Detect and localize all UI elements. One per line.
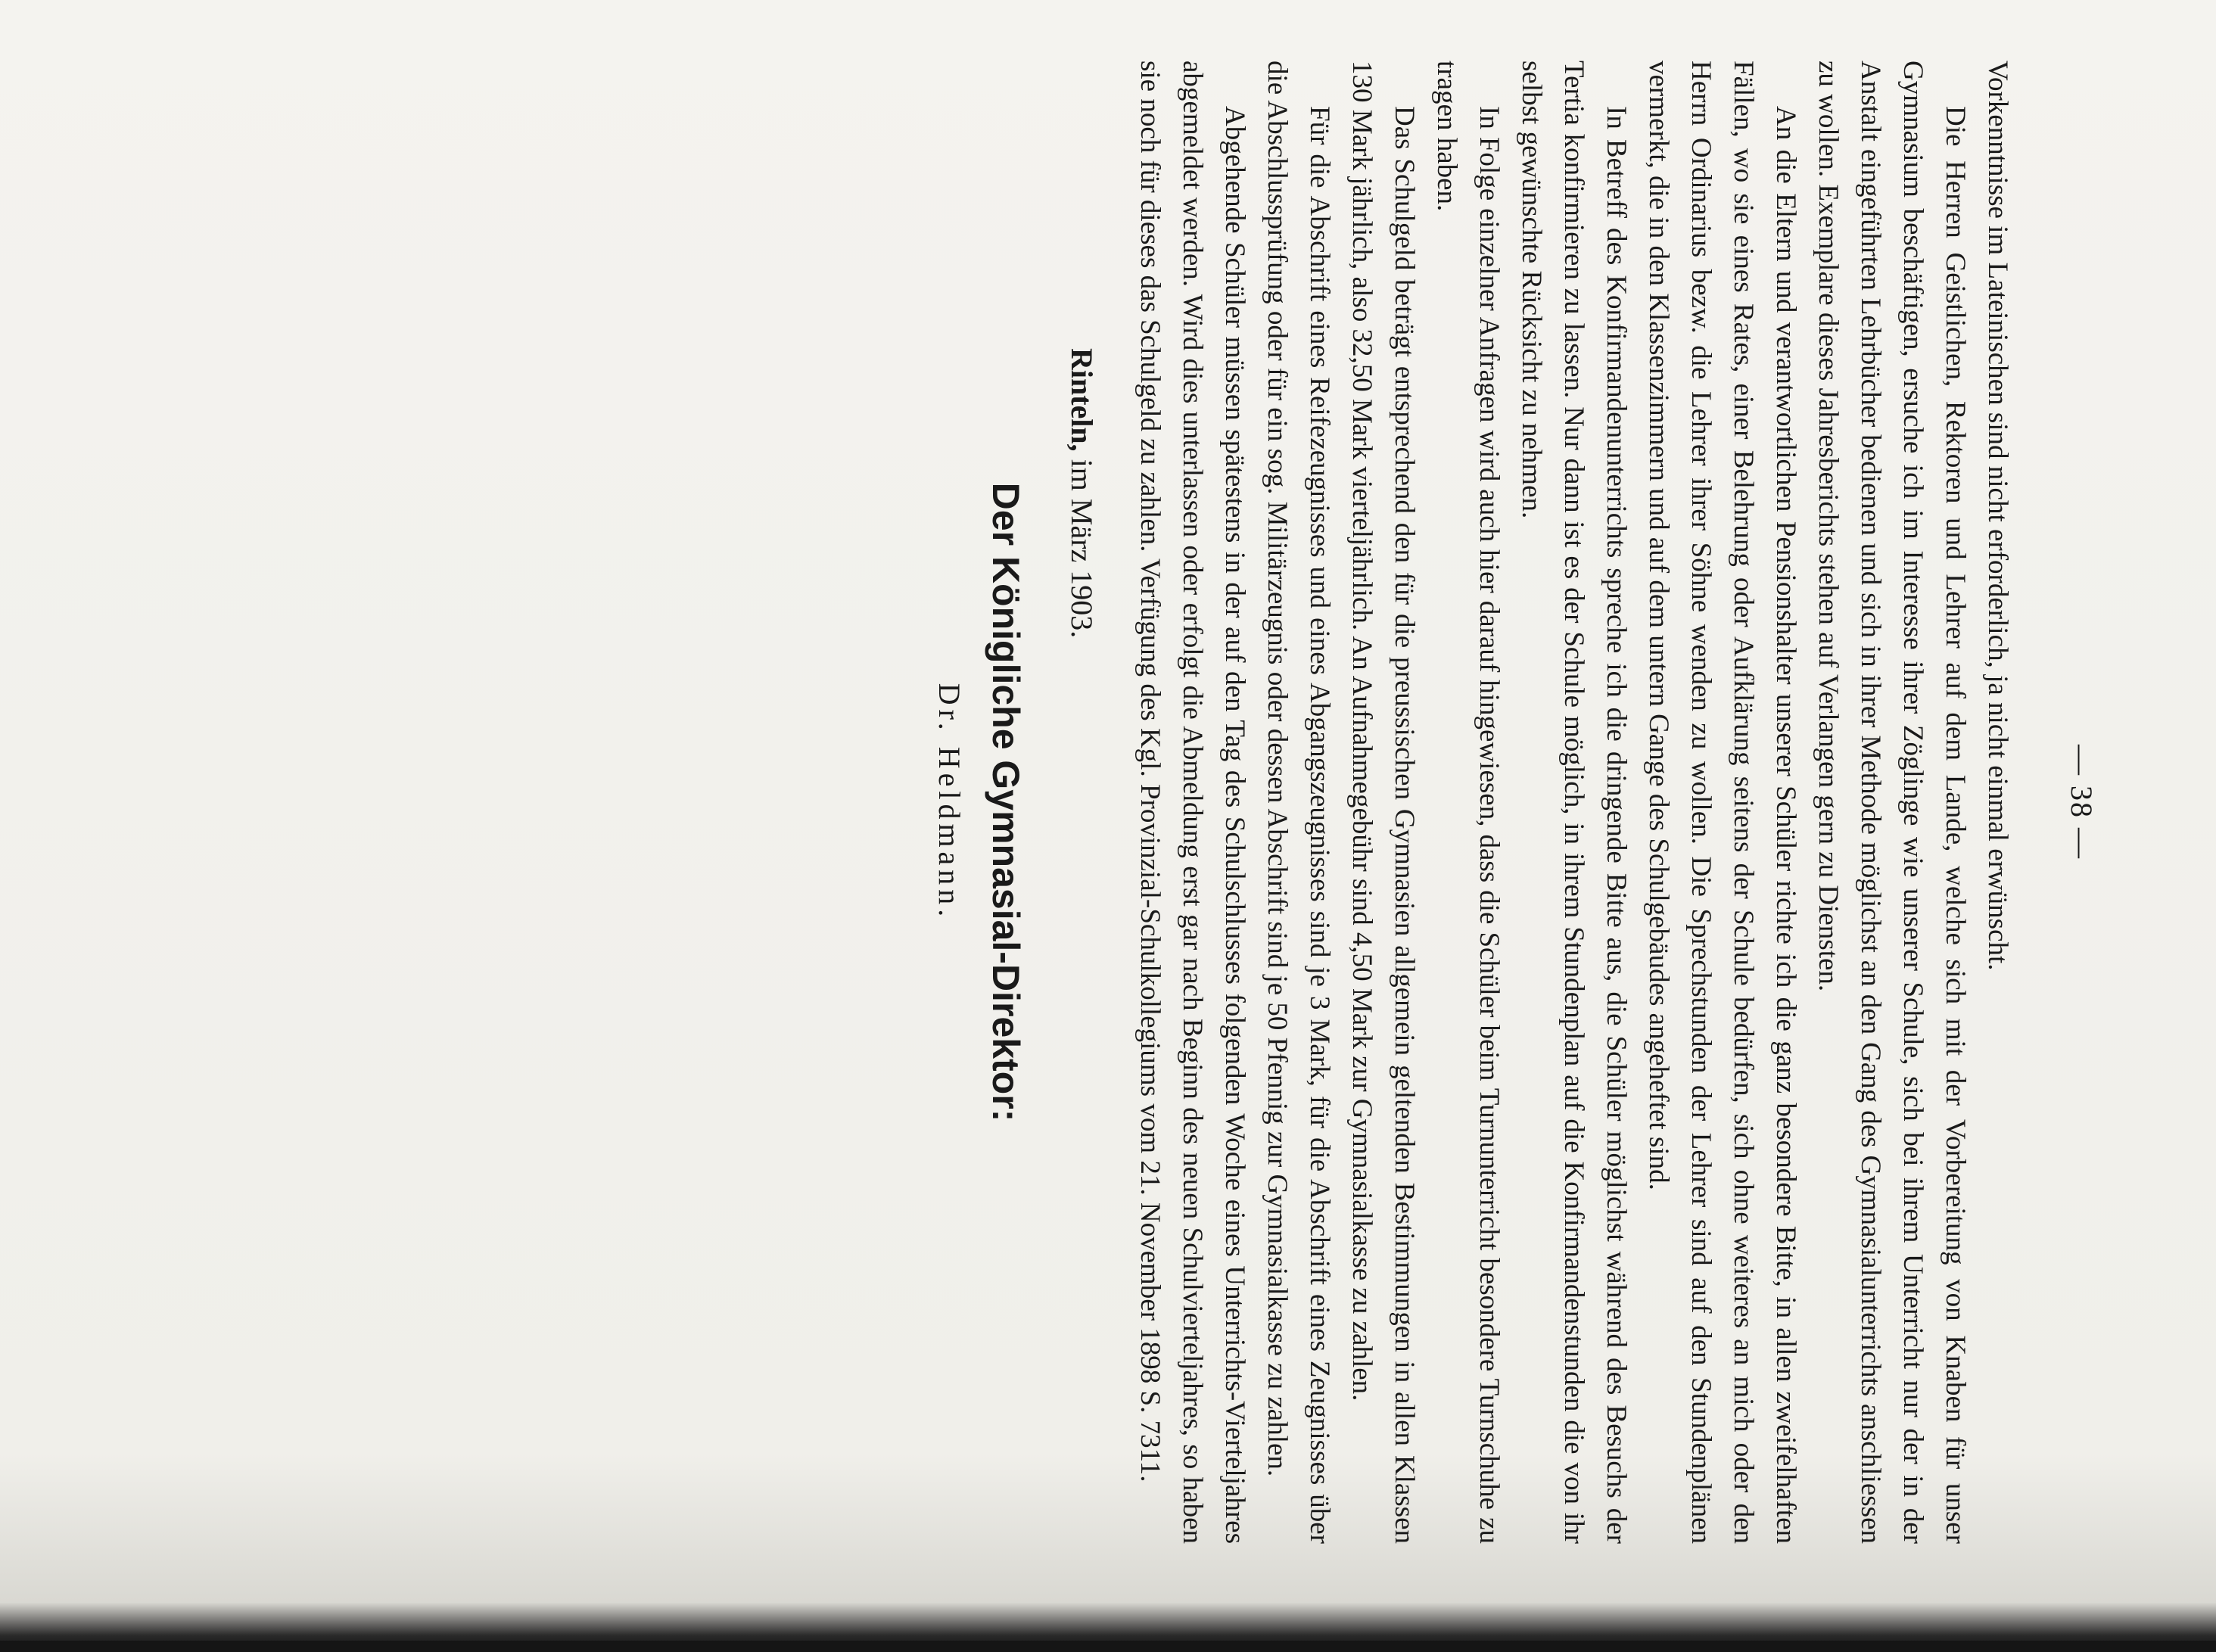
paragraph-gym-shoes: In Folge einzelner Anfragen wird auch hier darauf hingewiesen, dass die Schüler beim Turnunterricht besondere Turnschuhe zu tragen haben. bbox=[1431, 61, 1505, 1544]
paragraph-latin-requirement: Vorkenntnisse im Lateinischen sind nicht erforderlich, ja nicht einmal erwünscht. bbox=[1982, 61, 2013, 971]
date-text: im März 1903. bbox=[1065, 459, 1099, 639]
rotated-document-page bbox=[117, 61, 2099, 1544]
paragraph-confirmation-classes: In Betreff des Konfirmandenunterrichts spreche ich die dringende Bitte aus, die Schüler möglichst während des Besuchs der Tertia konfirmieren zu lassen. Nur dann ist es der Schule möglich, in ihrem Stundenplan auf die Konfirmandenstunden die von ihr selbst gewünschte Rücksicht zu nehmen. bbox=[1516, 61, 1632, 1544]
director-name: Dr. Heldmann. bbox=[932, 683, 966, 922]
signature-block bbox=[933, 61, 1100, 1544]
place-and-date bbox=[1064, 348, 1100, 638]
paragraph-certificate-copies: Für die Abschrift eines Reifezeugnisses und eines Abgangszeugnisses sind je 3 Mark, für die Abschrift eines Zeugnisses über die Abschlussprüfung oder für ein sog. Militärzeugnis oder dessen Abschrift sind je 50 Pfennig zur Gymnasialkasse zu zahlen. bbox=[1262, 61, 1335, 1544]
paragraph-parents-appeal: An die Eltern und verantwortlichen Pensionshalter unserer Schüler richte ich die ganz besondere Bitte, in allen zweifelhaften Fällen, wo sie eines Rates, einer Belehrung oder Aufklärung seitens der Schule bedürfen, sich ohne weiteres an mich oder den Herrn Ordinarius bezw. die Lehrer ihrer Söhne wenden zu wollen. Die Sprechstunden der Lehrer sind auf den Stundenplänen vermerkt, die in den Klassenzimmern und auf dem untern Gange des Schulgebäudes angeheftet sind. bbox=[1643, 61, 1801, 1544]
book-gutter-shadow bbox=[0, 1641, 2216, 1652]
paragraph-clergy-teachers: Die Herren Geistlichen, Rektoren und Lehrer auf dem Lande, welche sich mit der Vorbereitung von Knaben für unser Gymnasium beschäftigen, ersuche ich im Interesse ihrer Zöglinge wie unserer Schule, sich bei ihrem Unterricht nur der in der Anstalt eingeführten Lehrbücher bedienen und sich in ihrer Methode möglichst an den Gang des Gymnasialunterrichts anschliessen zu wollen. Exemplare dieses Jahresberichts stehen auf Verlangen gern zu Diensten. bbox=[1813, 61, 1971, 1544]
document-body bbox=[1128, 61, 2018, 1544]
place-name: Rinteln, bbox=[1065, 348, 1099, 452]
page-number: — 38 — bbox=[2065, 745, 2099, 860]
director-title: Der Königliche Gymnasial-Direktor: bbox=[985, 482, 1027, 1122]
paragraph-departing-students: Abgehende Schüler müssen spätestens in der auf den Tag des Schulschlusses folgenden Woche eines Unterrichts-Vierteljahres abgemeldet werden. Wird dies unterlassen oder erfolgt die Abmeldung erst gar nach Beginn des neuen Schulvierteljahres, so haben sie noch für dieses das Schulgeld zu zahlen. Verfügung des Kgl. Provinzial-Schulkollegiums vom 21. November 1898 S. 7311. bbox=[1134, 61, 1250, 1544]
paragraph-school-fees: Das Schulgeld beträgt entsprechend den für die preussischen Gymnasien allgemein geltenden Bestimmungen in allen Klassen 130 Mark jährlich, also 32,50 Mark vierteljährlich. An Aufnahmegebühr sind 4,50 Mark zur Gymnasialkasse zu zahlen. bbox=[1346, 61, 1420, 1544]
